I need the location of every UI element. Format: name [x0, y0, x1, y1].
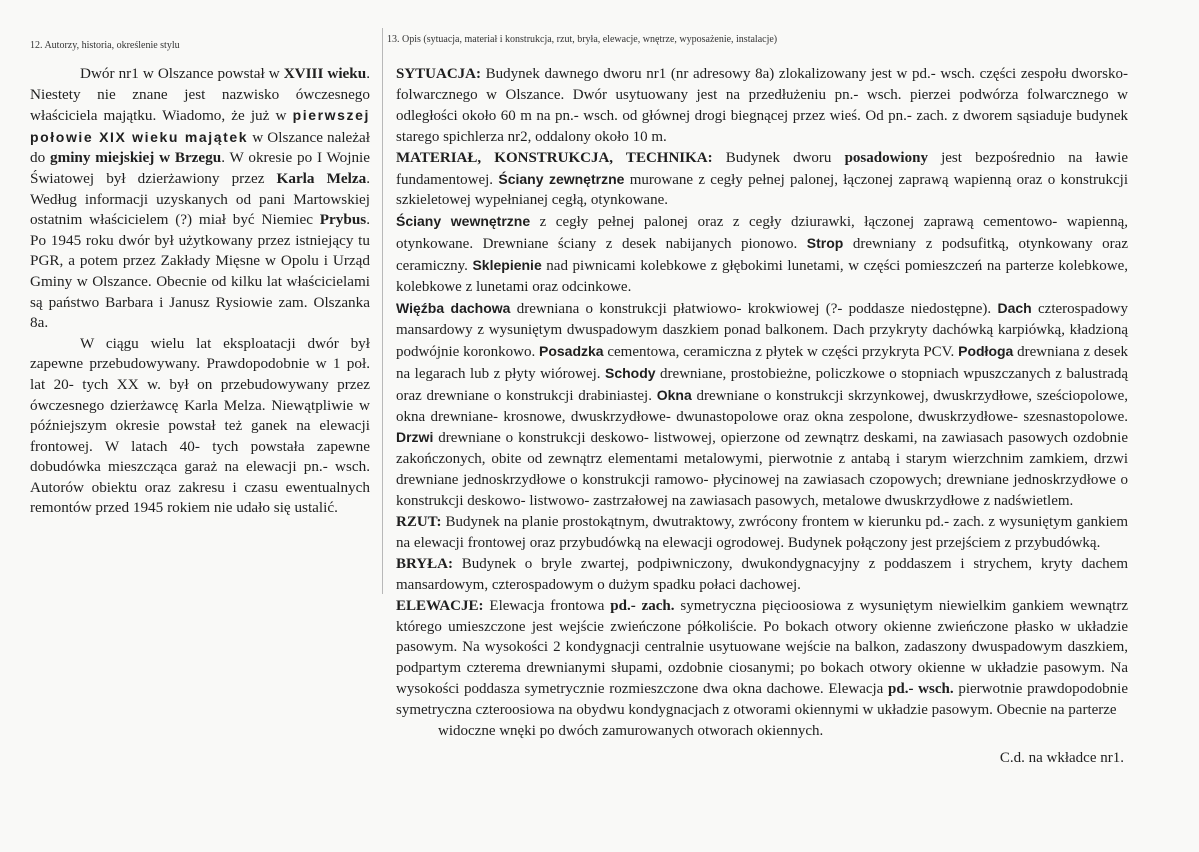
mass-paragraph: BRYŁA: Budynek o bryle zwartej, podpiwniczony, dwukondygnacyjny z poddaszem i strychem, kryty dachem mansardowym, czterospadowym o dużym spadku połaci dachowej. [396, 555, 1128, 593]
material-paragraph: MATERIAŁ, KONSTRUKCJA, TECHNIKA: Budynek dworu posadowiony jest bezpośrednio na ławie fundamentowej. Ściany zewnętrzne murowane z cegły pełnej palonej, łączonej zaprawą wapienną oraz o konstrukcji szkieletowej wypełnianej cegłą, otynkowane. [396, 149, 1129, 209]
bold-term: XVIII wieku [283, 65, 367, 82]
bold-term: pierwszej połowie XIX wieku majątek [30, 107, 370, 145]
elevations-paragraph: ELEWACJE: Elewacja frontowa pd.- zach. symetryczna pięcioosiowa z wysuniętym niewielkim gankiem wewnątrz którego umieszczone jest wejście zwieńczone półkoliście. Po bokach otwory okienne zwieńczone płasko w układzie pasowym. Na wysokości 2 kondygnacji centralnie usytuowane wejście na balkon, zadaszony dwuspadowym daszkiem, podpartym czterema drewnianymi słupami, ozdobnie ciosanymi; po bokach otwory okienne w układzie pasowym. Na wysokości poddasza symetrycznie rozmieszczone dwa okna dachowe. Elewacja pd.- wsch. pierwotnie prawdopodobnie symetryczna czteroosiowa na obydwu kondygnacjach z otworami okiennymi w układzie pasowym. Obecnie na parterze [396, 597, 1129, 719]
section-12-header: 12. Autorzy, historia, określenie stylu [30, 40, 180, 51]
continuation-note: C.d. na wkładce nr1. [999, 750, 1124, 766]
roof-paragraph: Więźba dachowa drewniana o konstrukcji płatwiowo- krokwiowej (?- poddasze niedostępne). Dach czterospadowy mansardowy z wysuniętym dwuspadowym daszkiem ponad balkonem. Dach przykryty dachówką karpiówką, kładzioną podwójnie koronkowo. Posadzka cementowa, ceramiczna z płytek w części przykryta PCV. Podłoga drewniana z desek na legarach lub z płyty wiórowej. Schody drewniane, prostobieżne, policzkowe o stopniach wpuszczanych z balustradą oraz drewniane o konstrukcji drabiniastej. Okna drewniane o konstrukcji skrzynkowej, dwuskrzydłowe, sześciopolowe, okna drewniane- krosnowe, dwuskrzydłowe- dwunastopolowe oraz okna zespolone, dwuskrzydłowe- szesnastopolowe. Drzwi drewniane o konstrukcji deskowo- listwowej, opierzone od zewnątrz deskami, na zawiasach pasowych ozdobnie zakończonych, obite od zewnątrz elementami metalowymi, pierwotnie z antabą i starym wierzchnim zamkiem, drzwi drewniane jednoskrzydłowe o konstrukcji ramowo- płycinowej na zawiasach czopowych; drewniane jednoskrzydłowe o konstrukcji deskowo- listwowo- zastrzałowej na zawiasach pasowych, metalowe dwuskrzydłowe z nadświetlem. [396, 299, 1129, 510]
plan-paragraph: RZUT: Budynek na planie prostokątnym, dwutraktowy, zwrócony frontem w kierunku pd.- zach. z wysuniętym gankiem na elewacji frontowej oraz przybudówką na elewacji ogrodowej. Budynek połączony jest przejściem z przybudówką. [396, 514, 1128, 551]
bold-term: Ściany zewnętrzne [498, 170, 625, 187]
bold-term: Podłoga [958, 342, 1014, 359]
history-column [30, 64, 370, 519]
situation-paragraph: SYTUACJA: Budynek dawnego dworu nr1 (nr adresowy 8a) zlokalizowany jest w pd.- wsch. części zespołu dworsko- folwarcznego w Olszance. Dwór usytuowany jest na przedłużeniu pn.- wsch. pierzei podwórza folwarcznego w odległości około 60 m na pn.- wsch. od głównej drogi biegnącej przez wieś. Od pn.- zach. z dworem sąsiaduje budynek starego spichlerza nr2, oddalony około 10 m. [396, 66, 1128, 145]
section-label: MATERIAŁ, KONSTRUKCJA, TECHNIKA: [396, 149, 713, 166]
bold-term: gminy miejskiej w Brzegu [49, 149, 222, 167]
walls-paragraph: Ściany wewnętrzne z cegły pełnej palonej oraz z cegły dziurawki, łączonej zaprawą cementowo- wapienną, otynkowane. Drewniane ściany z desek nabijanych pionowo. Strop drewniany z podsufitką, otynkowany oraz ceramiczny. Sklepienie nad piwnicami kolebkowe z głębokimi lunetami, w części pomieszczeń na parterze kolebkowe, kolebkowe z lunetami oraz odcinkowe. [396, 213, 1129, 296]
bold-term: Prybus [319, 211, 367, 229]
bold-term: Więźba dachowa [396, 299, 511, 316]
section-label: ELEWACJE: [396, 597, 484, 614]
history-paragraph-1: Dwór nr1 w Olszance powstał w XVIII wieku. Niestety nie znane jest nazwisko ówczesnego właściciela majątku. Wiadomo, że już w pierwszej połowie XIX wieku majątek w Olszance należał do gminy miejskiej w Brzegu. W okresie po I Wojnie Światowej był dzierżawiony przez Karla Melza. Według informacji uzyskanych od pani Martowskiej ostatnim właścicielem (?) miał być Niemiec Prybus. Po 1945 roku dwór był użytkowany przez istniejący tu PGR, a potem przez Zakłady Mięsne w Opolu i Urząd Gminy w Olszance. Obecnie od kilku lat właścicielami są państwo Barbara i Janusz Rysiowie zam. Olszanka 8a. [30, 65, 371, 332]
column-divider [382, 28, 383, 594]
bold-term: Posadzka [538, 342, 604, 359]
bold-term: Dach [997, 299, 1032, 316]
bold-term: pd.- zach. [610, 597, 675, 614]
bold-term: pd.- wsch. [888, 681, 954, 698]
bold-term: Drzwi [396, 429, 434, 446]
section-label: RZUT: [396, 514, 442, 531]
bold-term: Okna [656, 386, 692, 403]
bold-term: Schody [604, 364, 656, 381]
bold-term: Strop [806, 235, 844, 252]
description-column [396, 64, 1128, 769]
bold-term: Sklepienie [472, 257, 542, 274]
section-label: BRYŁA: [396, 555, 453, 572]
elevations-last-line: widoczne wnęki po dwóch zamurowanych otworach okiennych. [438, 723, 824, 740]
bold-term: Karla Melza [276, 169, 367, 187]
section-label: SYTUACJA: [396, 66, 482, 82]
bold-term: Ściany wewnętrzne [396, 213, 531, 230]
bold-term: posadowiony [844, 149, 928, 166]
history-paragraph-2: W ciągu wielu lat eksploatacji dwór był zapewne przebudowywany. Prawdopodobnie w 1 poł. lat 20- tych XX w. był on przebudowywany przez ówczesnego dzierżawcę Karla Melza. Niewątpliwie w późniejszym okresie powstał też ganek na elewacji frontowej. W latach 40- tych powstała zapewne dobudówka mieszcząca garaż na elewacji pn.- wsch. Autorów obiektu oraz zakresu i czasu ewentualnych remontów przed 1945 rokiem nie udało się ustalić. [30, 334, 370, 517]
section-13-header: 13. Opis (sytuacja, materiał i konstrukcja, rzut, bryła, elewacje, wnętrze, wyposażenie, instalacje) [387, 34, 778, 45]
